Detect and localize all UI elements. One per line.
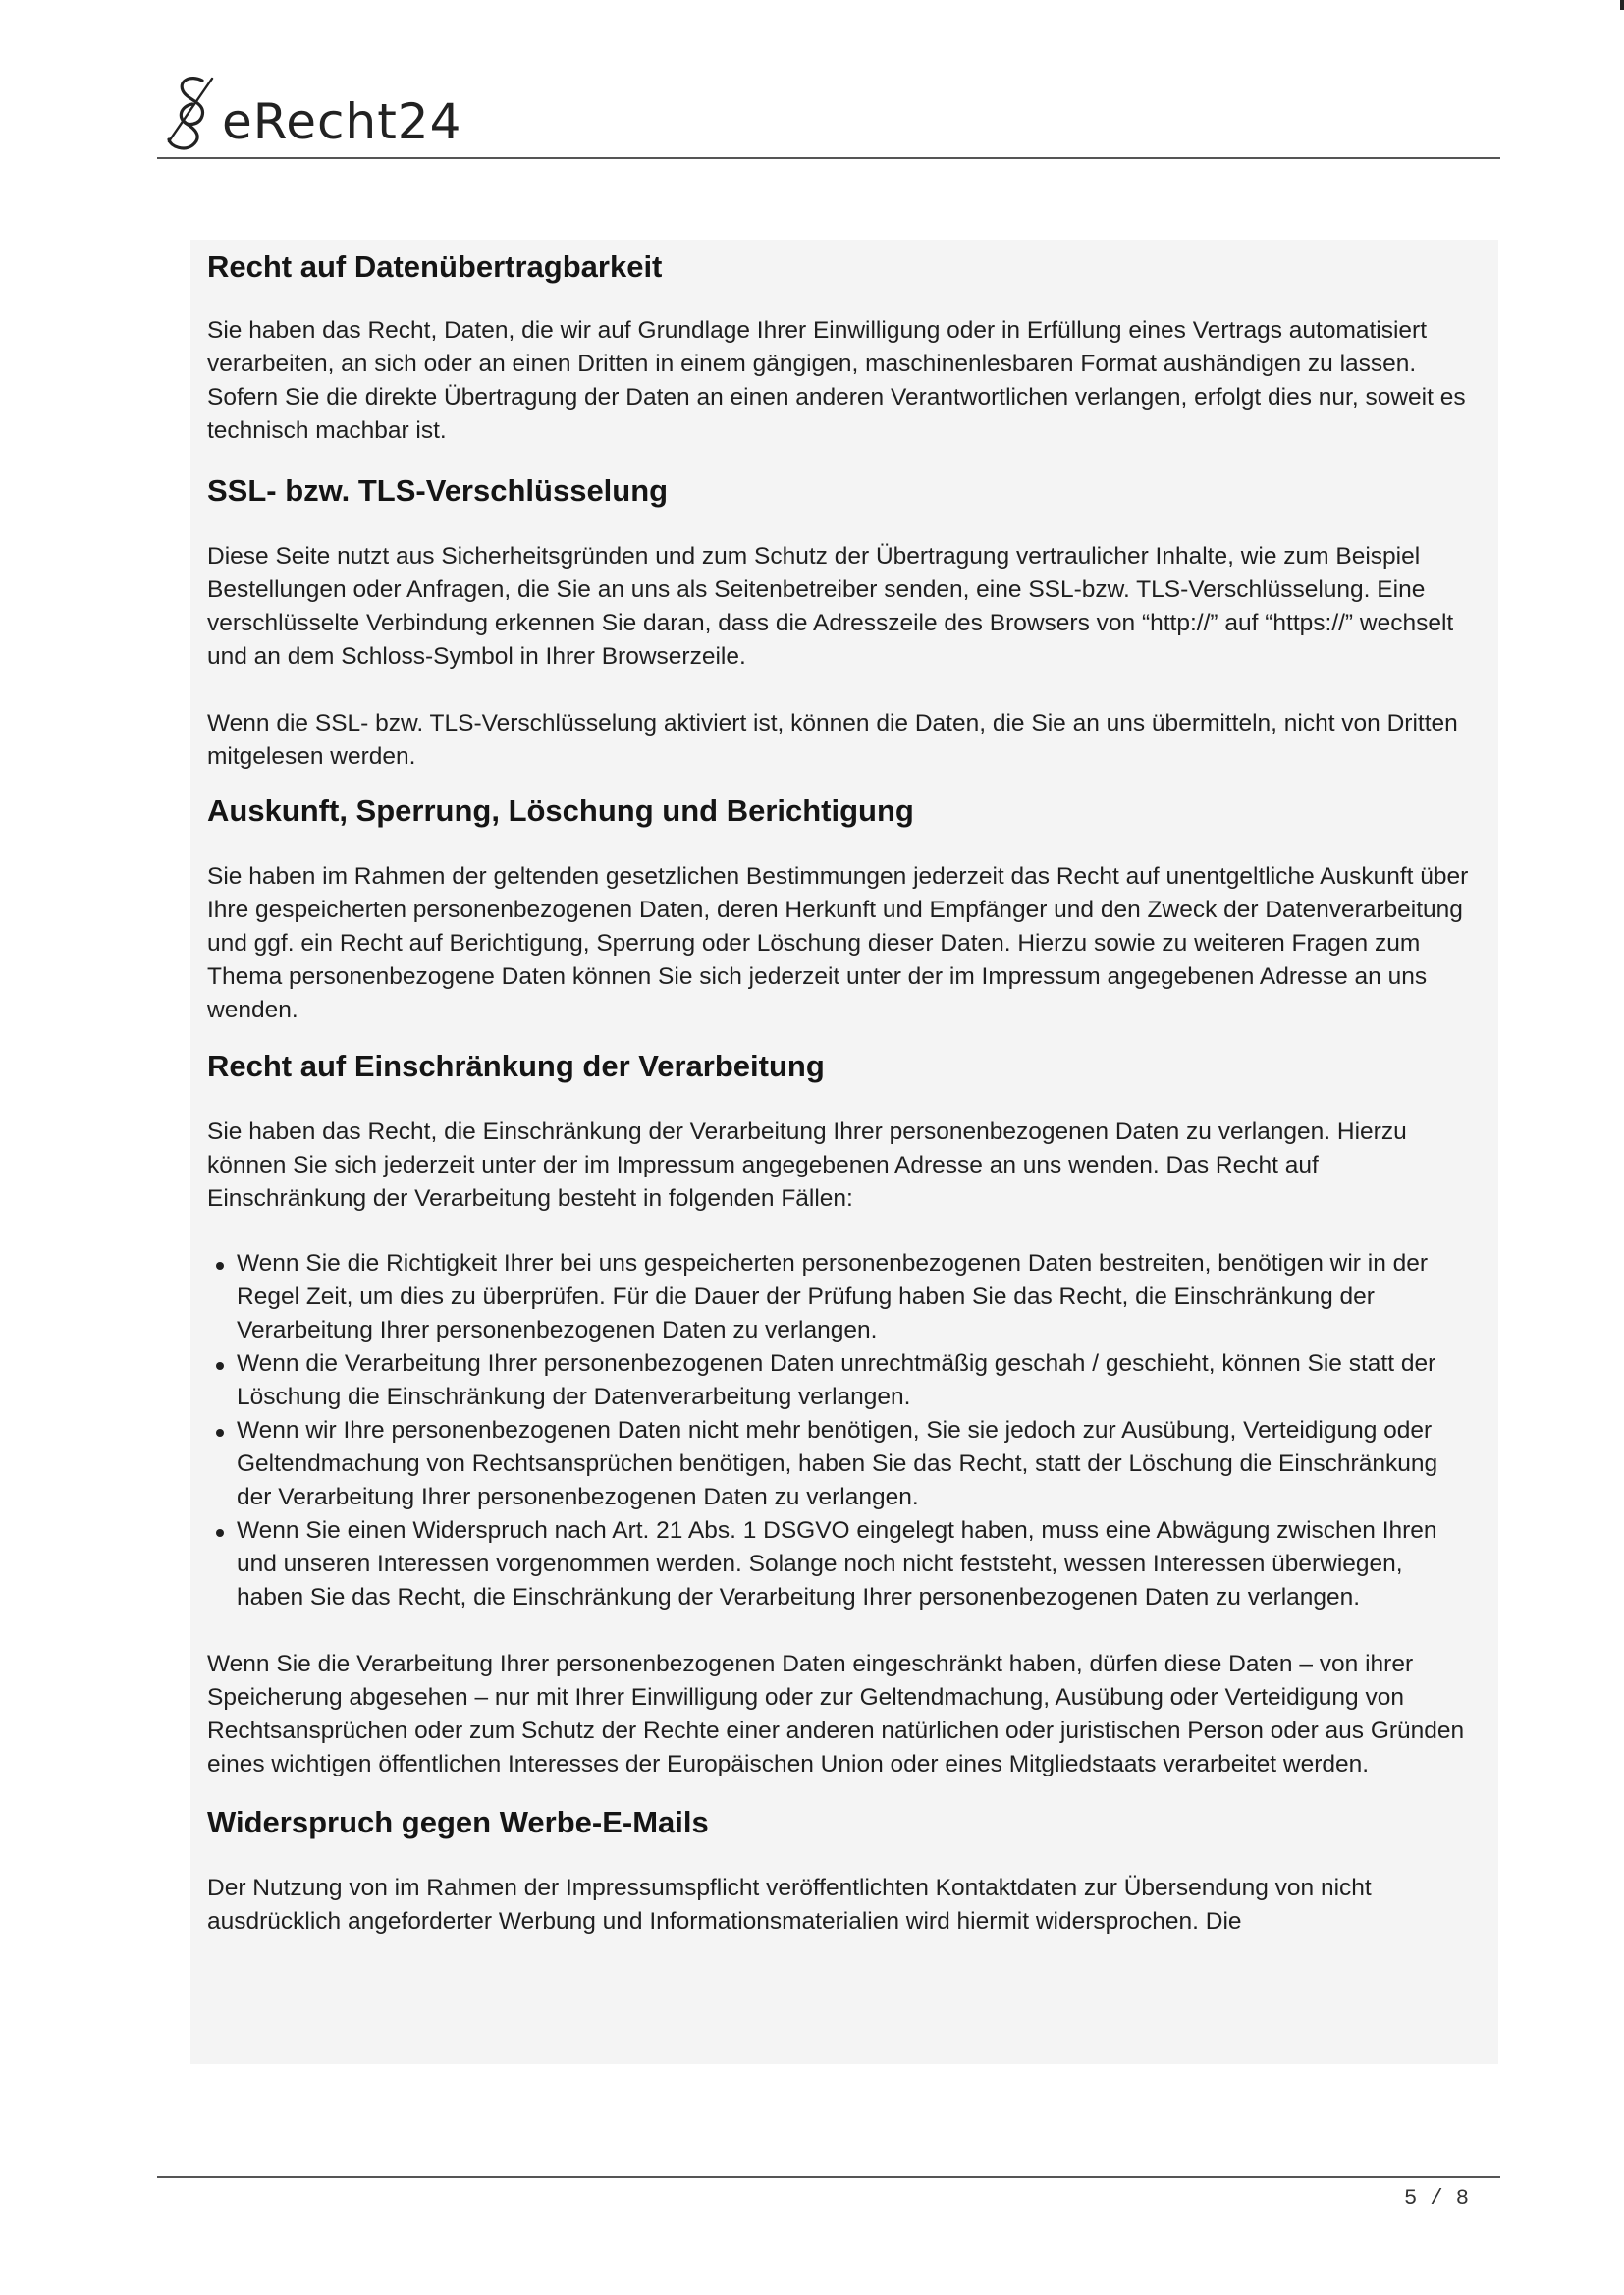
list-item-text: Wenn die Verarbeitung Ihrer personenbezogenen Daten unrechtmäßig geschah / geschieht, können Sie statt der Löschung die Einschränkung der Datenverarbeitung verlangen. <box>237 1350 1436 1410</box>
paragraph: Wenn die SSL- bzw. TLS-Verschlüsselung aktiviert ist, können die Daten, die Sie an uns übermitteln, nicht von Dritten mitgelesen werden. <box>207 710 1458 770</box>
bullet-icon <box>216 1262 224 1270</box>
list-item-text: Wenn Sie die Richtigkeit Ihrer bei uns gespeicherten personenbezogenen Daten bestreiten, benötigen wir in der Regel Zeit, um dies zu überprüfen. Für die Dauer der Prüfung haben Sie das Recht, die Einschränkung der Verarbeitung Ihrer personenbezogenen Daten zu verlangen. <box>237 1250 1429 1343</box>
section-heading: Widerspruch gegen Werbe-E-Mails <box>207 1805 709 1839</box>
list-item <box>207 1514 1474 1614</box>
bullet-icon <box>216 1429 224 1437</box>
section-widerspruch-werbe-emails <box>207 1803 1474 1939</box>
paragraph: Wenn Sie die Verarbeitung Ihrer personenbezogenen Daten eingeschränkt haben, dürfen diese Daten – von ihrer Speicherung abgesehen – nur mit Ihrer Einwilligung oder zur Geltendmachung, Ausübung oder Verteidigung von Rechtsansprüchen oder zum Schutz der Rechte einer anderen natürlichen oder juristischen Person oder aus Gründen eines wichtigen öffentlichen Interesses der Europäischen Union oder eines Mitgliedstaats verarbeitet werden. <box>207 1651 1465 1777</box>
erecht24-logo <box>163 73 461 151</box>
section-auskunft <box>207 792 1474 1027</box>
paragraph: Sie haben das Recht, die Einschränkung der Verarbeitung Ihrer personenbezogenen Daten zu verlangen. Hierzu können Sie sich jederzeit unter der im Impressum angegebenen Adresse an uns wenden. Das Recht auf Einschränkung der Verarbeitung besteht in folgenden Fällen: <box>207 1119 1407 1212</box>
page-number: 5 / 8 <box>1403 2186 1469 2211</box>
bullet-list <box>207 1247 1474 1614</box>
section-einschraenkung <box>207 1047 1474 1781</box>
list-item-text: Wenn wir Ihre personenbezogenen Daten nicht mehr benötigen, Sie sie jedoch zur Ausübung, Verteidigung oder Geltendmachung von Rechtsansprüchen benötigen, haben Sie das Recht, statt der Löschung die Einschränkung der Verarbeitung Ihrer personenbezogenen Daten zu verlangen. <box>237 1417 1438 1510</box>
list-item <box>207 1414 1474 1514</box>
scan-edge-mark <box>1620 0 1624 10</box>
section-heading: Recht auf Einschränkung der Verarbeitung <box>207 1049 825 1083</box>
paragraph: Sie haben im Rahmen der geltenden gesetzlichen Bestimmungen jederzeit das Recht auf unentgeltliche Auskunft über Ihre gespeicherten personenbezogenen Daten, deren Herkunft und Empfänger und den Zweck der Datenverarbeitung und ggf. ein Recht auf Berichtigung, Sperrung oder Löschung dieser Daten. Hierzu sowie zu weiteren Fragen zum Thema personenbezogene Daten können Sie sich jederzeit unter der im Impressum angegebenen Adresse an uns wenden. <box>207 863 1469 1023</box>
bullet-icon <box>216 1529 224 1537</box>
footer-divider <box>157 2176 1500 2178</box>
section-heading: Auskunft, Sperrung, Löschung und Berichtigung <box>207 793 914 828</box>
header-divider <box>157 157 1500 159</box>
paragraph: Diese Seite nutzt aus Sicherheitsgründen und zum Schutz der Übertragung vertraulicher Inhalte, wie zum Beispiel Bestellungen oder Anfragen, die Sie an uns als Seitenbetreiber senden, eine SSL-bzw. TLS-Verschlüsselung. Eine verschlüsselte Verbindung erkennen Sie daran, dass die Adresszeile des Browsers von “http://” auf “https://” wechselt und an dem Schloss-Symbol in Ihrer Browserzeile. <box>207 543 1454 670</box>
list-item-text: Wenn Sie einen Widerspruch nach Art. 21 Abs. 1 DSGVO eingelegt haben, muss eine Abwägung zwischen Ihren und unseren Interessen vorgenommen werden. Solange noch nicht feststeht, wessen Interessen überwiegen, haben Sie das Recht, die Einschränkung der Verarbeitung Ihrer personenbezogenen Daten zu verlangen. <box>237 1517 1437 1611</box>
paragraph: Sie haben das Recht, Daten, die wir auf Grundlage Ihrer Einwilligung oder in Erfüllung eines Vertrags automatisiert verarbeiten, an sich oder an einen Dritten in einem gängigen, maschinenlesbaren Format aushändigen zu lassen. Sofern Sie die direkte Übertragung der Daten an einen anderen Verantwortlichen verlangen, erfolgt dies nur, soweit es technisch machbar ist. <box>207 317 1466 444</box>
document-body <box>207 240 1474 1939</box>
section-sign-logo-icon <box>163 73 220 151</box>
list-item <box>207 1247 1474 1347</box>
section-ssl-tls <box>207 471 1474 774</box>
list-item <box>207 1347 1474 1414</box>
paragraph: Der Nutzung von im Rahmen der Impressumspflicht veröffentlichten Kontaktdaten zur Übersendung von nicht ausdrücklich angeforderter Werbung und Informationsmaterialien wird hiermit widersprochen. Die <box>207 1875 1372 1935</box>
section-datenuebertragbarkeit <box>207 240 1474 448</box>
bullet-icon <box>216 1362 224 1370</box>
logo-text: eRecht24 <box>222 93 462 150</box>
page-header <box>157 63 1500 161</box>
section-heading: SSL- bzw. TLS-Verschlüsselung <box>207 473 669 508</box>
section-heading: Recht auf Datenübertragbarkeit <box>207 249 663 284</box>
